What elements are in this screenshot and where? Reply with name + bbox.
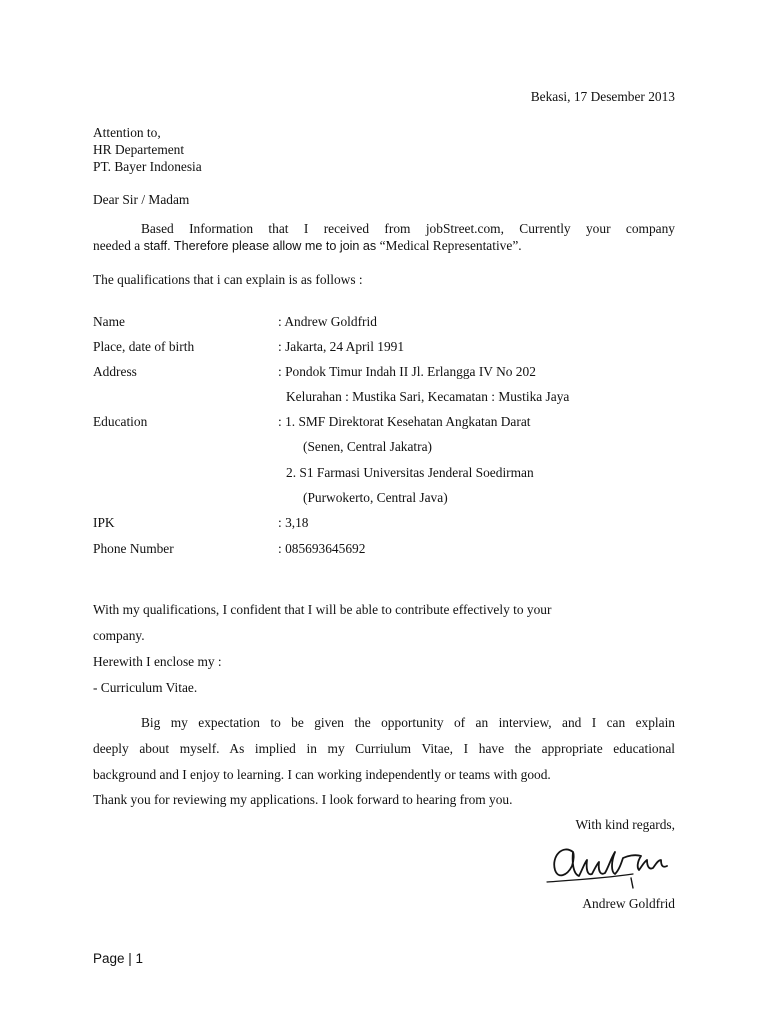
birth-value: : Jakarta, 24 April 1991: [278, 339, 405, 354]
page-number: Page | 1: [93, 951, 144, 966]
education-1-line-2: (Senen, Central Jakatra): [303, 439, 433, 454]
closing-paragraph-line-4: Thank you for reviewing my applications. I look forward to hearing from you.: [93, 792, 513, 807]
handwritten-signature: [545, 838, 690, 890]
education-2-line-2: (Purwokerto, Central Java): [303, 490, 448, 505]
recipient-department: HR Departement: [93, 142, 185, 157]
intro-line-2-a: needed a: [93, 238, 141, 253]
recipient-company: PT. Bayer Indonesia: [93, 159, 202, 174]
place-date: Bekasi, 17 Desember 2013: [530, 89, 675, 104]
enclose-line: Herewith I enclose my :: [93, 654, 222, 669]
enclosure-item: - Curriculum Vitae.: [93, 680, 198, 695]
closing-paragraph-line-3: background and I enjoy to learning. I can working independently or teams with good.: [93, 767, 551, 782]
birth-label: Place, date of birth: [93, 339, 195, 354]
address-line-2: Kelurahan : Mustika Sari, Kecamatan : Mustika Jaya: [286, 389, 570, 404]
intro-line-2: [93, 237, 522, 255]
ipk-value: : 3,18: [278, 515, 309, 530]
intro-line-2-c: “Medical Representative”.: [379, 238, 522, 253]
education-2-line-1: 2. S1 Farmasi Universitas Jenderal Soedirman: [286, 465, 534, 480]
phone-value: : 085693645692: [278, 541, 366, 556]
education-1-line-1: : 1. SMF Direktorat Kesehatan Angkatan Darat: [278, 414, 531, 429]
intro-line-1: Based Information that I received from jobStreet.com, Currently your company: [141, 221, 675, 236]
name-label: Name: [93, 314, 125, 329]
closing-paragraph-line-1: Big my expectation to be given the opportunity of an interview, and I can explain: [141, 715, 675, 730]
signer-name: Andrew Goldfrid: [582, 896, 675, 911]
name-value: : Andrew Goldfrid: [278, 314, 377, 329]
qualification-line-2: company.: [93, 628, 145, 643]
intro-line-2-b: staff. Therefore please allow me to join as: [143, 239, 377, 253]
qualification-line-1: With my qualifications, I confident that I will be able to contribute effectively to your: [93, 602, 552, 617]
closing-regards: With kind regards,: [575, 817, 675, 832]
salutation: Dear Sir / Madam: [93, 192, 190, 207]
intro-line-3: The qualifications that i can explain is as follows :: [93, 272, 363, 287]
ipk-label: IPK: [93, 515, 115, 530]
address-label: Address: [93, 364, 137, 379]
address-line-1: : Pondok Timur Indah II Jl. Erlangga IV No 202: [278, 364, 536, 379]
recipient-attention: Attention to,: [93, 125, 161, 140]
education-label: Education: [93, 414, 148, 429]
closing-paragraph-line-2: deeply about myself. As implied in my Curriulum Vitae, I have the appropriate educational: [93, 741, 675, 756]
phone-label: Phone Number: [93, 541, 174, 556]
